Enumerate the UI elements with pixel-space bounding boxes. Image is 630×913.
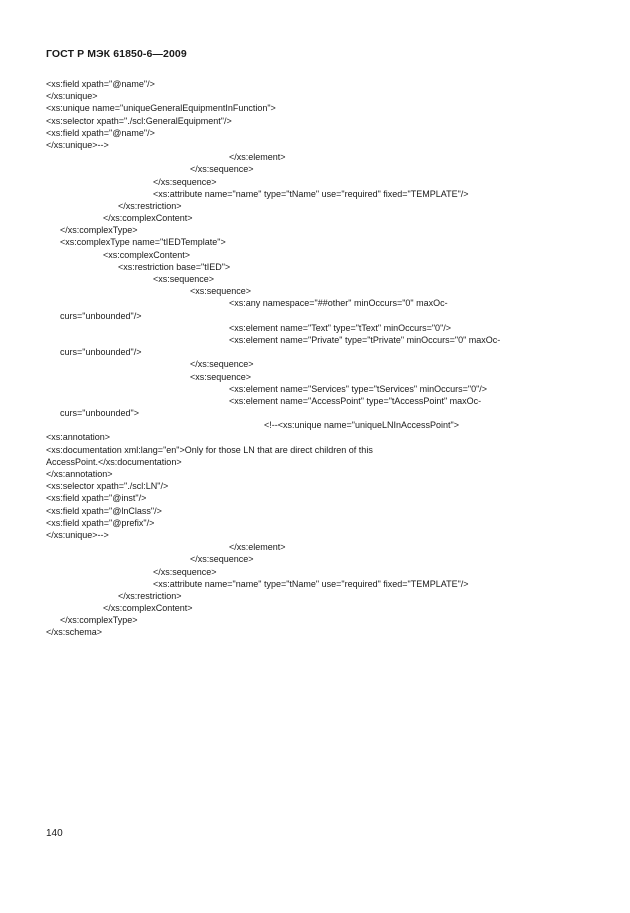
code-line: <xs:field xpath="@prefix"/>	[46, 517, 155, 528]
document-header: ГОСТ Р МЭК 61850-6—2009	[46, 48, 187, 60]
code-line: </xs:sequence>	[190, 554, 254, 565]
code-line: <xs:documentation xml:lang="en">Only for those LN that are direct children of this	[46, 444, 373, 455]
code-line: </xs:complexContent>	[103, 603, 193, 614]
code-line: <xs:sequence>	[153, 274, 215, 284]
code-line: <xs:annotation>	[46, 432, 111, 443]
code-line: </xs:complexContent>	[103, 213, 193, 224]
code-line: <xs:any namespace="##other" minOccurs="0" maxOc-	[229, 298, 448, 309]
code-line: </xs:sequence>	[153, 566, 217, 577]
code-line: <xs:element name="Text" type="tText" minOccurs="0"/>	[229, 322, 452, 333]
code-line: <xs:attribute name="name" type="tName" use="required" fixed="TEMPLATE"/>	[153, 188, 469, 199]
code-line: <xs:element name="Private" type="tPrivate" minOccurs="0" maxOc-	[229, 334, 501, 345]
code-line: curs="unbounded">	[60, 408, 139, 419]
code-line: <xs:sequence>	[190, 371, 252, 382]
code-line: curs="unbounded"/>	[60, 347, 142, 358]
code-line: </xs:unique>-->	[46, 139, 109, 150]
code-line: </xs:sequence>	[190, 164, 254, 175]
code-line: </xs:annotation>	[46, 469, 113, 479]
code-line: <xs:sequence>	[190, 286, 252, 297]
code-line: </xs:schema>	[46, 627, 103, 638]
code-line: <xs:element name="Services" type="tServices" minOccurs="0"/>	[229, 383, 488, 394]
code-line: </xs:unique>-->	[46, 529, 109, 540]
code-line: </xs:restriction>	[118, 590, 182, 601]
code-line: <xs:selector xpath="./scl:LN"/>	[46, 481, 169, 492]
code-line: <xs:complexType name="tIEDTemplate">	[60, 237, 226, 248]
code-line: </xs:unique>	[46, 91, 98, 102]
code-line: <!--<xs:unique name="uniqueLNInAccessPoint">	[264, 420, 460, 431]
code-line: </xs:sequence>	[190, 359, 254, 370]
code-line: <xs:attribute name="name" type="tName" use="required" fixed="TEMPLATE"/>	[153, 578, 469, 589]
code-line: <xs:unique name="uniqueGeneralEquipmentInFunction">	[46, 103, 276, 114]
code-line: </xs:sequence>	[153, 176, 217, 187]
code-line: <xs:field xpath="@inst"/>	[46, 493, 147, 504]
code-line: <xs:field xpath="@lnClass"/>	[46, 505, 162, 516]
code-line: <xs:complexContent>	[103, 249, 191, 260]
page-number: 140	[46, 828, 63, 839]
code-line: curs="unbounded"/>	[60, 310, 142, 321]
code-line: AccessPoint.</xs:documentation>	[46, 456, 182, 467]
code-line: </xs:restriction>	[118, 200, 182, 211]
code-line: </xs:complexType>	[60, 615, 138, 626]
code-line: </xs:element>	[229, 152, 286, 163]
code-line: <xs:element name="AccessPoint" type="tAccessPoint" maxOc-	[229, 395, 482, 406]
xml-schema-listing	[46, 78, 606, 639]
code-line: <xs:restriction base="tIED">	[118, 261, 231, 272]
code-line: </xs:complexType>	[60, 225, 138, 236]
code-line: <xs:selector xpath="./scl:GeneralEquipment"/>	[46, 115, 232, 126]
code-line: <xs:field xpath="@name"/>	[46, 79, 155, 89]
code-line: <xs:field xpath="@name"/>	[46, 127, 155, 138]
code-line: </xs:element>	[229, 542, 286, 553]
